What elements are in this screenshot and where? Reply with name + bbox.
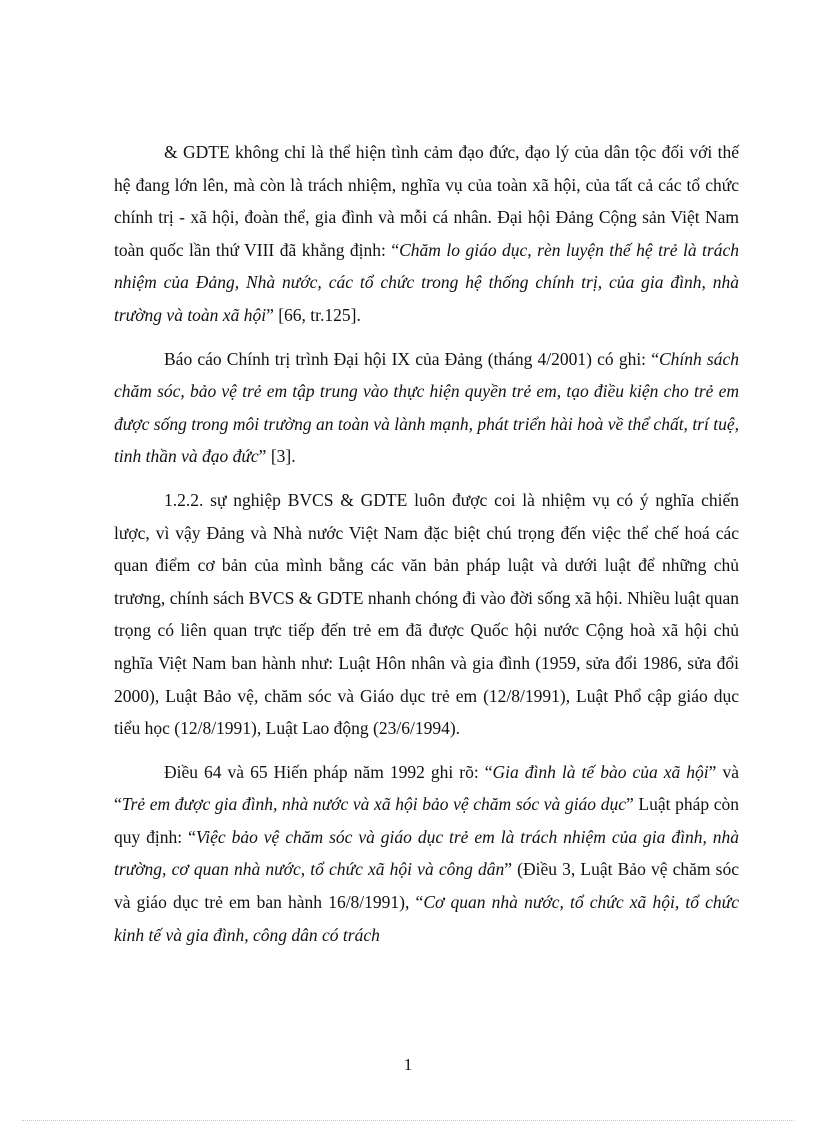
paragraph-4 — [114, 756, 739, 952]
quote-hien-phap-2: Trẻ em được gia đình, nhà nước và xã hội bảo vệ chăm sóc và giáo dục — [121, 794, 626, 815]
quote-hien-phap-1: Gia đình là tế bào của xã hội — [492, 761, 709, 782]
paragraph-3 — [114, 484, 739, 745]
quote-luat-dieu-3: Việc bảo vệ chăm sóc và giáo dục trẻ em là trách nhiệm của gia đình, nhà trường, cơ quan nhà nước, tổ chức xã hội và công dân — [114, 826, 739, 880]
paragraph-4-connector-2: ” Luật pháp còn quy định: “ — [114, 794, 740, 847]
paragraph-4-connector-1: ” và “ — [114, 761, 739, 815]
page-number: 1 — [403, 1055, 413, 1074]
citation-66: ” [66, tr.125]. — [266, 304, 361, 325]
paragraph-1-text: & GDTE không chỉ là thể hiện tình cảm đạo đức, đạo lý của dân tộc đối với thế hệ đang lớn lên, mà còn là trách nhiệm, nghĩa vụ của toàn xã hội, của tất cả các tổ chức chính trị - xã hội, đoàn thể, gia đình và mỗi cá nhân. Đại hội Đảng Cộng sản Việt Nam toàn quốc lần thứ VIII đã khẳng định: “ — [114, 142, 739, 260]
paragraph-3-text: 1.2.2. sự nghiệp BVCS & GDTE luôn được coi là nhiệm vụ có ý nghĩa chiến lược, vì vậy Đảng và Nhà nước Việt Nam đặc biệt chú trọng đến việc thể chế hoá các quan điểm cơ bản của mình bằng các văn bản pháp luật và dưới luật để những chủ trương, chính sách BVCS & GDTE nhanh chóng đi vào đời sống xã hội. Nhiều luật quan trọng có liên quan trực tiếp đến trẻ em đã được Quốc hội nước Cộng hoà xã hội chủ nghĩa Việt Nam ban hành như: Luật Hôn nhân và gia đình (1959, sửa đổi 1986, sửa đổi 2000), Luật Bảo vệ, chăm sóc và Giáo dục trẻ em (12/8/1991), Luật Phổ cập giáo dục tiểu học (12/8/1991), Luật Lao động (23/6/1994). — [114, 489, 739, 739]
paragraph-1 — [114, 136, 739, 332]
paragraph-4-connector-3: ” (Điều 3, Luật Bảo vệ chăm sóc và giáo dục trẻ em ban hành 16/8/1991), “ — [114, 859, 739, 913]
quote-dai-hoi-ix: Chính sách chăm sóc, bảo vệ trẻ em tập trung vào thực hiện quyền trẻ em, tạo điều kiện cho trẻ em được sống trong môi trường an toàn và lành mạnh, phát triển hài hoà về thể chất, trí tuệ, tinh thần và đạo đức — [114, 348, 739, 467]
paragraph-4-text: Điều 64 và 65 Hiến pháp năm 1992 ghi rõ: “ — [164, 761, 493, 782]
citation-3: ” [3]. — [258, 446, 296, 467]
paragraph-2-text: Báo cáo Chính trị trình Đại hội IX của Đảng (tháng 4/2001) có ghi: “ — [164, 348, 659, 369]
paragraph-2 — [114, 343, 739, 473]
page-bottom-divider — [22, 1120, 794, 1121]
quote-co-quan-nha-nuoc: Cơ quan nhà nước, tổ chức xã hội, tổ chức kinh tế và gia đình, công dân có trách — [114, 892, 739, 945]
body-text — [114, 136, 739, 962]
quote-dai-hoi-viii: Chăm lo giáo dục, rèn luyện thế hệ trẻ là trách nhiệm của Đảng, Nhà nước, các tổ chức trong hệ thống chính trị, của gia đình, nhà trường và toàn xã hội — [114, 239, 739, 325]
